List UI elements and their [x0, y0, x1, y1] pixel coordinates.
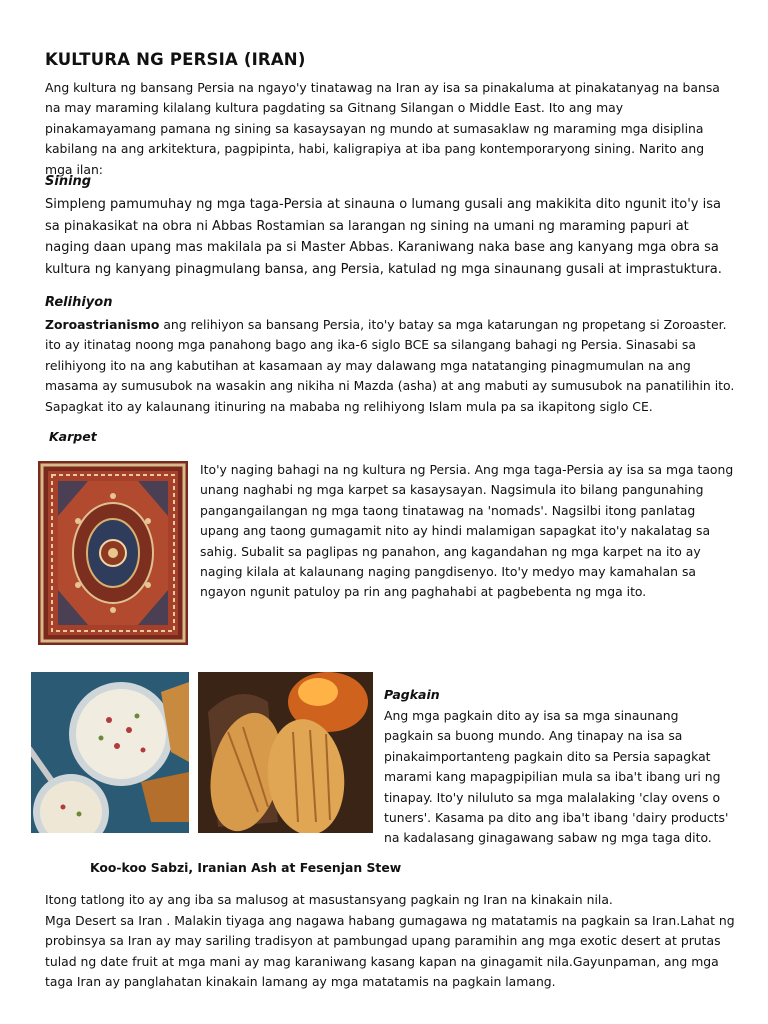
- intro-paragraph: Ang kultura ng bansang Persia na ngayo'y tinatawag na Iran ay isa sa pinakaluma at pinakatanyag na bansa na may maraming kilalang kultura pagdating sa Gitnang Silangan o Middle East. Ito ang may pinakamayamang pamana ng sining sa kasaysayan ng mundo at sumasaklaw ng maraming mga disiplina kabilang na ang arkitektura, pagpipinta, habi, kaligrapiya at iba pang kontemporaryong sining. Narito ang mga ilan:: [45, 80, 720, 177]
- food-image-caption: Koo-koo Sabzi, Iranian Ash at Fesenjan Stew: [90, 860, 402, 875]
- section-heading-relihiyon: Relihiyon: [45, 295, 113, 310]
- relihiyon-text: ang relihiyon sa bansang Persia, ito'y batay sa mga katarungan ng propetang si Zoroaster. ito ay itinatag noong mga panahong bago ang ika-6 siglo BCE sa silangang bahagi ng Persia. Sinasabi sa relihiyong ito na ang kabutihan at kasamaan ay may dalawang mga natatanging pinagmumulan na ang masama ay sumusubok na wasakin ang nikiha ni Mazda (asha) at ang mabuti ay sumusubok na panatilihin ito. Sapagkat ito ay kalaunang itinuring na mababa ng relihiyong Islam mula pa sa ikapitong siglo CE.: [45, 317, 735, 414]
- pagkain-paragraph: Ang mga pagkain dito ay isa sa mga sinaunang pagkain sa buong mundo. Ang tinapay na isa sa pinakaimportanteng pagkain dito sa Persia sapagkat marami kang mapagpipilian mula sa iba't ibang uri ng tinapay. Ito'y niluluto sa mga malalaking 'clay ovens o tuners'. Kasama pa dito ang iba't ibang 'dairy products' na kadalasang ginagawang sabaw ng mga taga dito.: [384, 708, 729, 846]
- karpet-paragraph: Ito'y naging bahagi na ng kultura ng Persia. Ang mga taga-Persia ay isa sa mga taong unang naghabi ng mga karpet sa kasaysayan. Nagsimula ito bilang pangunahing pangangailangan ng mga taong tinatawag na 'nomads'. Nagsilbi itong panlatag upang ang taong gumagamit nito ay hindi malamigan sapagkat ito'y nakalatag sa sahig. Subalit sa paglipas ng panahon, ang kagandahan ng mga karpet na ito ay naging kilala at kalaunang naging pangdisenyo. Ito'y medyo may kamahalan sa ngayon ngunit patuloy pa rin ang paghahabi at pagbebenta ng mga ito.: [200, 462, 734, 600]
- page-title: KULTURA NG PERSIA (IRAN): [45, 50, 306, 69]
- section-heading-sining: Sining: [45, 174, 92, 189]
- relihiyon-paragraph: [45, 315, 735, 417]
- section-heading-karpet: Karpet: [49, 429, 97, 444]
- persian-carpet-image: [38, 461, 188, 645]
- sining-paragraph: Simpleng pamumuhay ng mga taga-Persia at sinauna o lumang gusali ang makikita dito ngunit ito'y isa sa pinakasikat na obra ni Abbas Rostamian sa larangan ng sining na umani ng maraming papuri at naging daan upang mas makilala pa si Master Abbas. Karaniwang naka base ang kanyang mga obra sa kultura ng kanyang pinagmulang bansa, ang Persia, katulad ng mga sinaunang gusali at imprastuktura.: [45, 197, 722, 277]
- section-heading-pagkain: Pagkain: [384, 687, 440, 702]
- relihiyon-term: Zoroastrianismo: [45, 317, 160, 332]
- closing-paragraph: Mga Desert sa Iran . Malakin tiyaga ang nagawa habang gumagawa ng matatamis na pagkain sa Iran.Lahat ng probinsya sa Iran ay may sariling tradisyon at pambungad upang paramihin ang mga exotic desert at prutas tulad ng date fruit at mga mani ay mag karaniwang kasang kapan na ginagamit nila.Gayunpaman, ang mga taga Iran ay panglahatan kinakain lamang ay mga matatamis na pagkain lamang.: [45, 913, 735, 990]
- persian-bread-image: [198, 672, 373, 833]
- persian-soup-dishes-image: [31, 672, 189, 833]
- closing-line-1: Itong tatlong ito ay ang iba sa malusog at masustansyang pagkain ng Iran na kinakain nila.: [45, 892, 613, 907]
